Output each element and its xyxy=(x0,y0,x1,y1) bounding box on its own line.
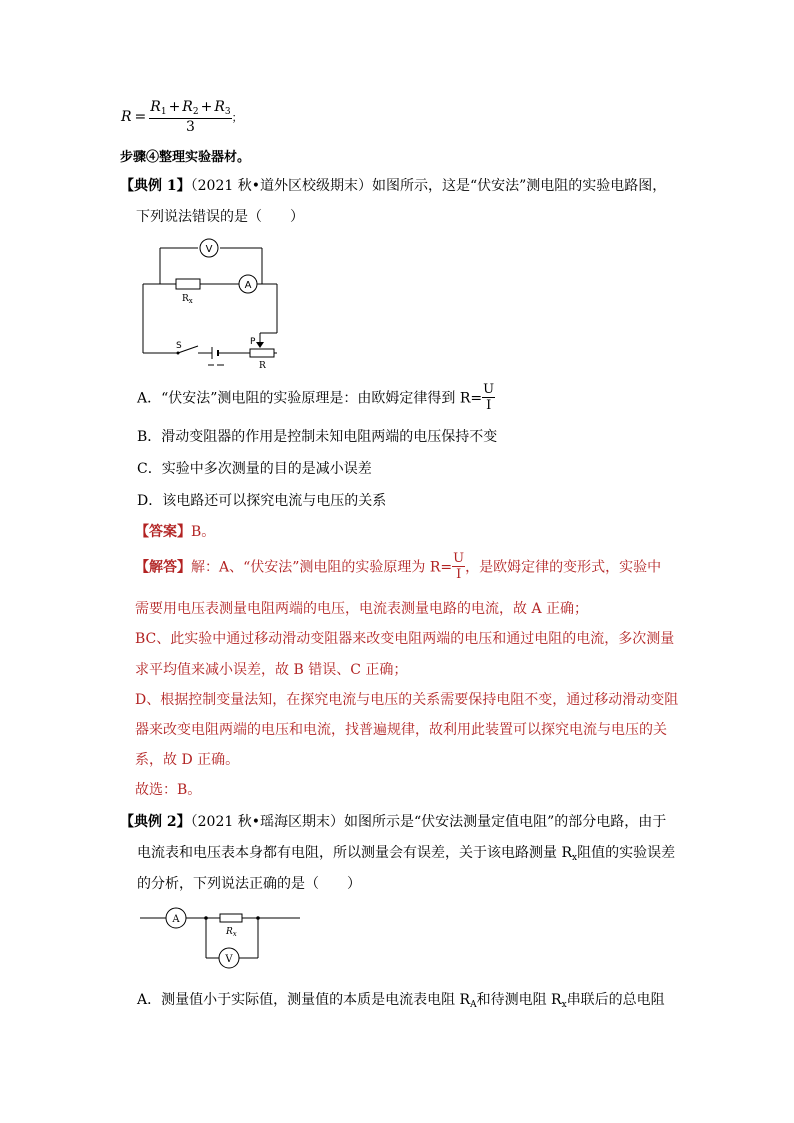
analysis-fraction xyxy=(452,552,465,581)
example2-line3: 的分析，下列说法正确的是（ ） xyxy=(137,876,361,892)
example2-optA-part1: A．测量值小于实际值，测量值的本质是电流表电阻 R xyxy=(137,992,471,1008)
example1-analysis-line6: 器来改变电阻两端的电压和电流，找普遍规律，故利用此装置可以探究电流与电压的关 xyxy=(135,722,667,738)
example1-analysis-line7: 系，故 D 正确。 xyxy=(135,752,240,768)
formula-denominator: 3 xyxy=(185,119,195,135)
example2-optA-sub2: x xyxy=(561,1000,567,1010)
example2-optA-part2: 和待测电阻 R xyxy=(476,992,562,1008)
example2-optA-sub1: A xyxy=(470,1000,477,1010)
example1-analysis-line4: 求平均值来减小误差，故 B 错误、C 正确； xyxy=(135,662,408,678)
example1-tag: 【典例 1】 xyxy=(120,178,191,194)
example1-answer xyxy=(135,521,215,541)
option-a-numerator: U xyxy=(483,382,495,397)
example1-resistor-rx xyxy=(176,279,200,289)
example1-analysis-line2: 需要用电压表测量电阻两端的电压，电流表测量电路的电流，故 A 正确； xyxy=(135,601,589,617)
num-r2: R xyxy=(182,99,193,115)
example2-line2b: 阻值的实验误差 xyxy=(577,845,676,861)
average-resistance-formula xyxy=(121,100,243,134)
example1-slider-arrow xyxy=(256,342,264,348)
example1-voltmeter-label: V xyxy=(205,244,213,255)
formula-lhs: R xyxy=(121,109,132,125)
step4-text: 步骤④整理实验器材。 xyxy=(120,150,251,165)
example1-ammeter-label: A xyxy=(244,280,252,291)
analysis-numerator: U xyxy=(453,551,465,566)
example1-resistor-label: $R_x$ xyxy=(182,294,193,305)
example1-option-c: C．实验中多次测量的目的是减小误差 xyxy=(137,461,372,477)
example2-voltmeter-label: V xyxy=(225,954,233,965)
formula-numerator xyxy=(149,100,231,119)
option-a-text: A．“伏安法”测电阻的实验原理是：由欧姆定律得到 R= xyxy=(137,390,483,407)
analysis-l1b: ，是欧姆定律的变形式，实验中 xyxy=(465,559,662,576)
num-r2-sub: 2 xyxy=(192,107,199,117)
formula-fraction xyxy=(149,100,231,134)
analysis-denominator: I xyxy=(456,567,462,582)
example1-circuit-diagram xyxy=(140,238,285,373)
example1-switch-label: S xyxy=(176,341,182,351)
example2-optA-part3: 串联后的总电阻 xyxy=(566,992,665,1008)
num-r1-sub: 1 xyxy=(160,107,167,117)
answer-tag: 【答案】 xyxy=(135,524,191,540)
example1-option-d: D．该电路还可以探究电流与电压的关系 xyxy=(137,493,387,509)
analysis-l1a: 解：A、“伏安法”测电阻的实验原理为 R= xyxy=(191,559,453,576)
analysis-tag: 【解答】 xyxy=(135,559,191,576)
example1-line1: 如图所示，这是“伏安法”测电阻的实验电路图， xyxy=(371,178,667,194)
example1-header xyxy=(120,175,666,195)
num-plus-2: + xyxy=(200,99,213,115)
option-a-denominator: I xyxy=(486,398,492,413)
example2-line1 xyxy=(120,811,666,831)
num-r3-sub: 3 xyxy=(224,107,231,117)
example2-line2 xyxy=(137,842,675,863)
example1-option-b: B．滑动变阻器的作用是控制未知电阻两端的电压保持不变 xyxy=(137,429,498,445)
formula-trail: ； xyxy=(231,111,243,124)
example1-analysis-line1 xyxy=(135,552,661,581)
example2-resistor-label: $R_x$ xyxy=(226,927,237,938)
example1-choose: 故选：B。 xyxy=(135,782,202,798)
example2-line2-sub: x xyxy=(572,853,578,863)
example1-source: （2021 秋•道外区校级期末） xyxy=(190,178,372,194)
example2-line1-text: （2021 秋•瑶海区期末）如图所示是“伏安法测量定值电阻”的部分电路，由于 xyxy=(190,814,667,830)
example2-circuit-diagram xyxy=(140,905,305,973)
example2-tag: 【典例 2】 xyxy=(120,814,191,830)
num-plus-1: + xyxy=(168,99,181,115)
formula-eq: = xyxy=(134,109,147,125)
example1-rheostat xyxy=(250,349,274,357)
answer-value: B。 xyxy=(191,524,216,540)
example1-rheostat-label: R xyxy=(259,361,266,371)
num-r1: R xyxy=(150,99,161,115)
example2-line2a: 电流表和电压表本身都有电阻，所以测量会有误差，关于该电路测量 R xyxy=(137,845,572,861)
example1-analysis-line3: BC、此实验中通过移动滑动变阻器来改变电阻两端的电压和通过电阻的电流，多次测量 xyxy=(135,631,675,647)
example1-line2: 下列说法错误的是（ ） xyxy=(136,209,304,225)
example1-option-a xyxy=(137,383,495,412)
example2-resistor-rx xyxy=(220,914,242,922)
example2-option-a xyxy=(137,989,665,1010)
num-r3: R xyxy=(214,99,225,115)
option-a-fraction xyxy=(482,383,495,412)
example1-slider-label: P xyxy=(250,337,256,347)
example1-analysis-line5: D、根据控制变量法知，在探究电流与电压的关系需要保持电阻不变，通过移动滑动变阻 xyxy=(135,692,679,708)
example2-ammeter-label: A xyxy=(172,914,180,925)
